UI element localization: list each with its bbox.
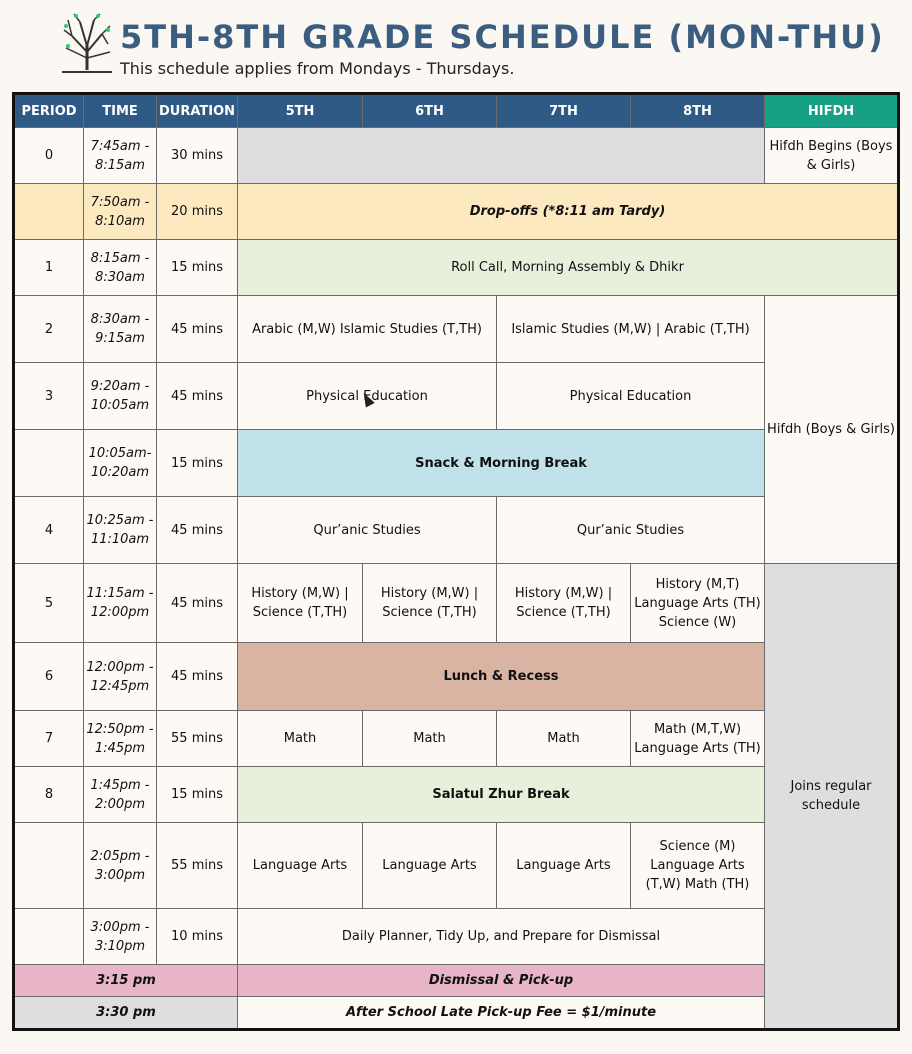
time-cell: 11:15am - 12:00pm bbox=[84, 564, 157, 643]
time-cell: 8:30am - 9:15am bbox=[84, 296, 157, 363]
activity-cell: Roll Call, Morning Assembly & Dhikr bbox=[238, 240, 899, 296]
duration-cell: 45 mins bbox=[157, 643, 238, 711]
class-cell-8th: Math (M,T,W) Language Arts (TH) bbox=[631, 711, 765, 767]
table-row bbox=[14, 184, 899, 240]
col-header-5th: 5TH bbox=[238, 94, 363, 128]
col-header-7th: 7TH bbox=[497, 94, 631, 128]
class-cell-7th: History (M,W) | Science (T,TH) bbox=[497, 564, 631, 643]
class-cell-5th: History (M,W) | Science (T,TH) bbox=[238, 564, 363, 643]
time-cell: 2:05pm - 3:00pm bbox=[84, 823, 157, 909]
table-row bbox=[14, 128, 899, 184]
tree-logo-icon bbox=[60, 12, 114, 76]
period-cell: 5 bbox=[14, 564, 84, 643]
period-cell: 0 bbox=[14, 128, 84, 184]
empty-cell bbox=[238, 128, 765, 184]
class-cell-5-6: Arabic (M,W) Islamic Studies (T,TH) bbox=[238, 296, 497, 363]
class-cell-5-6: Physical Education bbox=[238, 363, 497, 430]
class-cell-6th: History (M,W) | Science (T,TH) bbox=[363, 564, 497, 643]
table-row bbox=[14, 564, 899, 643]
duration-cell: 55 mins bbox=[157, 823, 238, 909]
col-header-8th: 8TH bbox=[631, 94, 765, 128]
time-cell: 3:30 pm bbox=[14, 997, 238, 1030]
col-header-period: PERIOD bbox=[14, 94, 84, 128]
time-cell: 12:50pm - 1:45pm bbox=[84, 711, 157, 767]
class-cell-7-8: Physical Education bbox=[497, 363, 765, 430]
duration-cell: 45 mins bbox=[157, 296, 238, 363]
activity-cell: After School Late Pick-up Fee = $1/minute bbox=[238, 997, 765, 1030]
class-cell-7th: Language Arts bbox=[497, 823, 631, 909]
time-cell: 3:15 pm bbox=[14, 965, 238, 997]
class-cell-8th: Science (M) Language Arts (T,W) Math (TH) bbox=[631, 823, 765, 909]
time-cell: 7:45am - 8:15am bbox=[84, 128, 157, 184]
activity-cell: Drop-offs (*8:11 am Tardy) bbox=[238, 184, 899, 240]
duration-cell: 15 mins bbox=[157, 240, 238, 296]
period-cell: 3 bbox=[14, 363, 84, 430]
table-header-row bbox=[14, 94, 899, 128]
hifdh-cell: Joins regular schedule bbox=[765, 564, 899, 1030]
duration-cell: 15 mins bbox=[157, 767, 238, 823]
class-cell-7-8: Islamic Studies (M,W) | Arabic (T,TH) bbox=[497, 296, 765, 363]
period-cell bbox=[14, 184, 84, 240]
duration-cell: 20 mins bbox=[157, 184, 238, 240]
activity-cell: Daily Planner, Tidy Up, and Prepare for Dismissal bbox=[238, 909, 765, 965]
duration-cell: 45 mins bbox=[157, 564, 238, 643]
activity-cell: Dismissal & Pick-up bbox=[238, 965, 765, 997]
duration-cell: 55 mins bbox=[157, 711, 238, 767]
class-cell-5-6: Qur’anic Studies bbox=[238, 497, 497, 564]
col-header-duration: DURATION bbox=[157, 94, 238, 128]
class-cell-7-8: Qur’anic Studies bbox=[497, 497, 765, 564]
period-cell: 8 bbox=[14, 767, 84, 823]
table-row bbox=[14, 296, 899, 363]
duration-cell: 45 mins bbox=[157, 497, 238, 564]
period-cell: 2 bbox=[14, 296, 84, 363]
time-cell: 3:00pm - 3:10pm bbox=[84, 909, 157, 965]
page-header bbox=[60, 12, 900, 82]
period-cell: 6 bbox=[14, 643, 84, 711]
class-cell-5th: Language Arts bbox=[238, 823, 363, 909]
time-cell: 9:20am - 10:05am bbox=[84, 363, 157, 430]
hifdh-cell: Hifdh Begins (Boys & Girls) bbox=[765, 128, 899, 184]
hifdh-cell: Hifdh (Boys & Girls) bbox=[765, 296, 899, 564]
class-cell-6th: Language Arts bbox=[363, 823, 497, 909]
class-cell-5th: Math bbox=[238, 711, 363, 767]
activity-cell: Snack & Morning Break bbox=[238, 430, 765, 497]
col-header-time: TIME bbox=[84, 94, 157, 128]
time-cell: 1:45pm - 2:00pm bbox=[84, 767, 157, 823]
activity-cell: Salatul Zhur Break bbox=[238, 767, 765, 823]
period-cell: 1 bbox=[14, 240, 84, 296]
schedule-table bbox=[12, 92, 900, 1031]
col-header-6th: 6TH bbox=[363, 94, 497, 128]
period-cell bbox=[14, 430, 84, 497]
time-cell: 10:25am - 11:10am bbox=[84, 497, 157, 564]
table-row bbox=[14, 240, 899, 296]
time-cell: 12:00pm - 12:45pm bbox=[84, 643, 157, 711]
class-cell-8th: History (M,T) Language Arts (TH) Science (W) bbox=[631, 564, 765, 643]
period-cell: 4 bbox=[14, 497, 84, 564]
class-cell-7th: Math bbox=[497, 711, 631, 767]
page-subtitle: This schedule applies from Mondays - Thursdays. bbox=[120, 59, 515, 78]
duration-cell: 30 mins bbox=[157, 128, 238, 184]
duration-cell: 15 mins bbox=[157, 430, 238, 497]
page-title: 5TH-8TH GRADE SCHEDULE (MON-THU) bbox=[120, 18, 885, 56]
duration-cell: 10 mins bbox=[157, 909, 238, 965]
activity-cell: Lunch & Recess bbox=[238, 643, 765, 711]
time-cell: 8:15am - 8:30am bbox=[84, 240, 157, 296]
period-cell bbox=[14, 909, 84, 965]
class-cell-6th: Math bbox=[363, 711, 497, 767]
col-header-hifdh: HIFDH bbox=[765, 94, 899, 128]
time-cell: 7:50am - 8:10am bbox=[84, 184, 157, 240]
period-cell: 7 bbox=[14, 711, 84, 767]
duration-cell: 45 mins bbox=[157, 363, 238, 430]
period-cell bbox=[14, 823, 84, 909]
time-cell: 10:05am- 10:20am bbox=[84, 430, 157, 497]
